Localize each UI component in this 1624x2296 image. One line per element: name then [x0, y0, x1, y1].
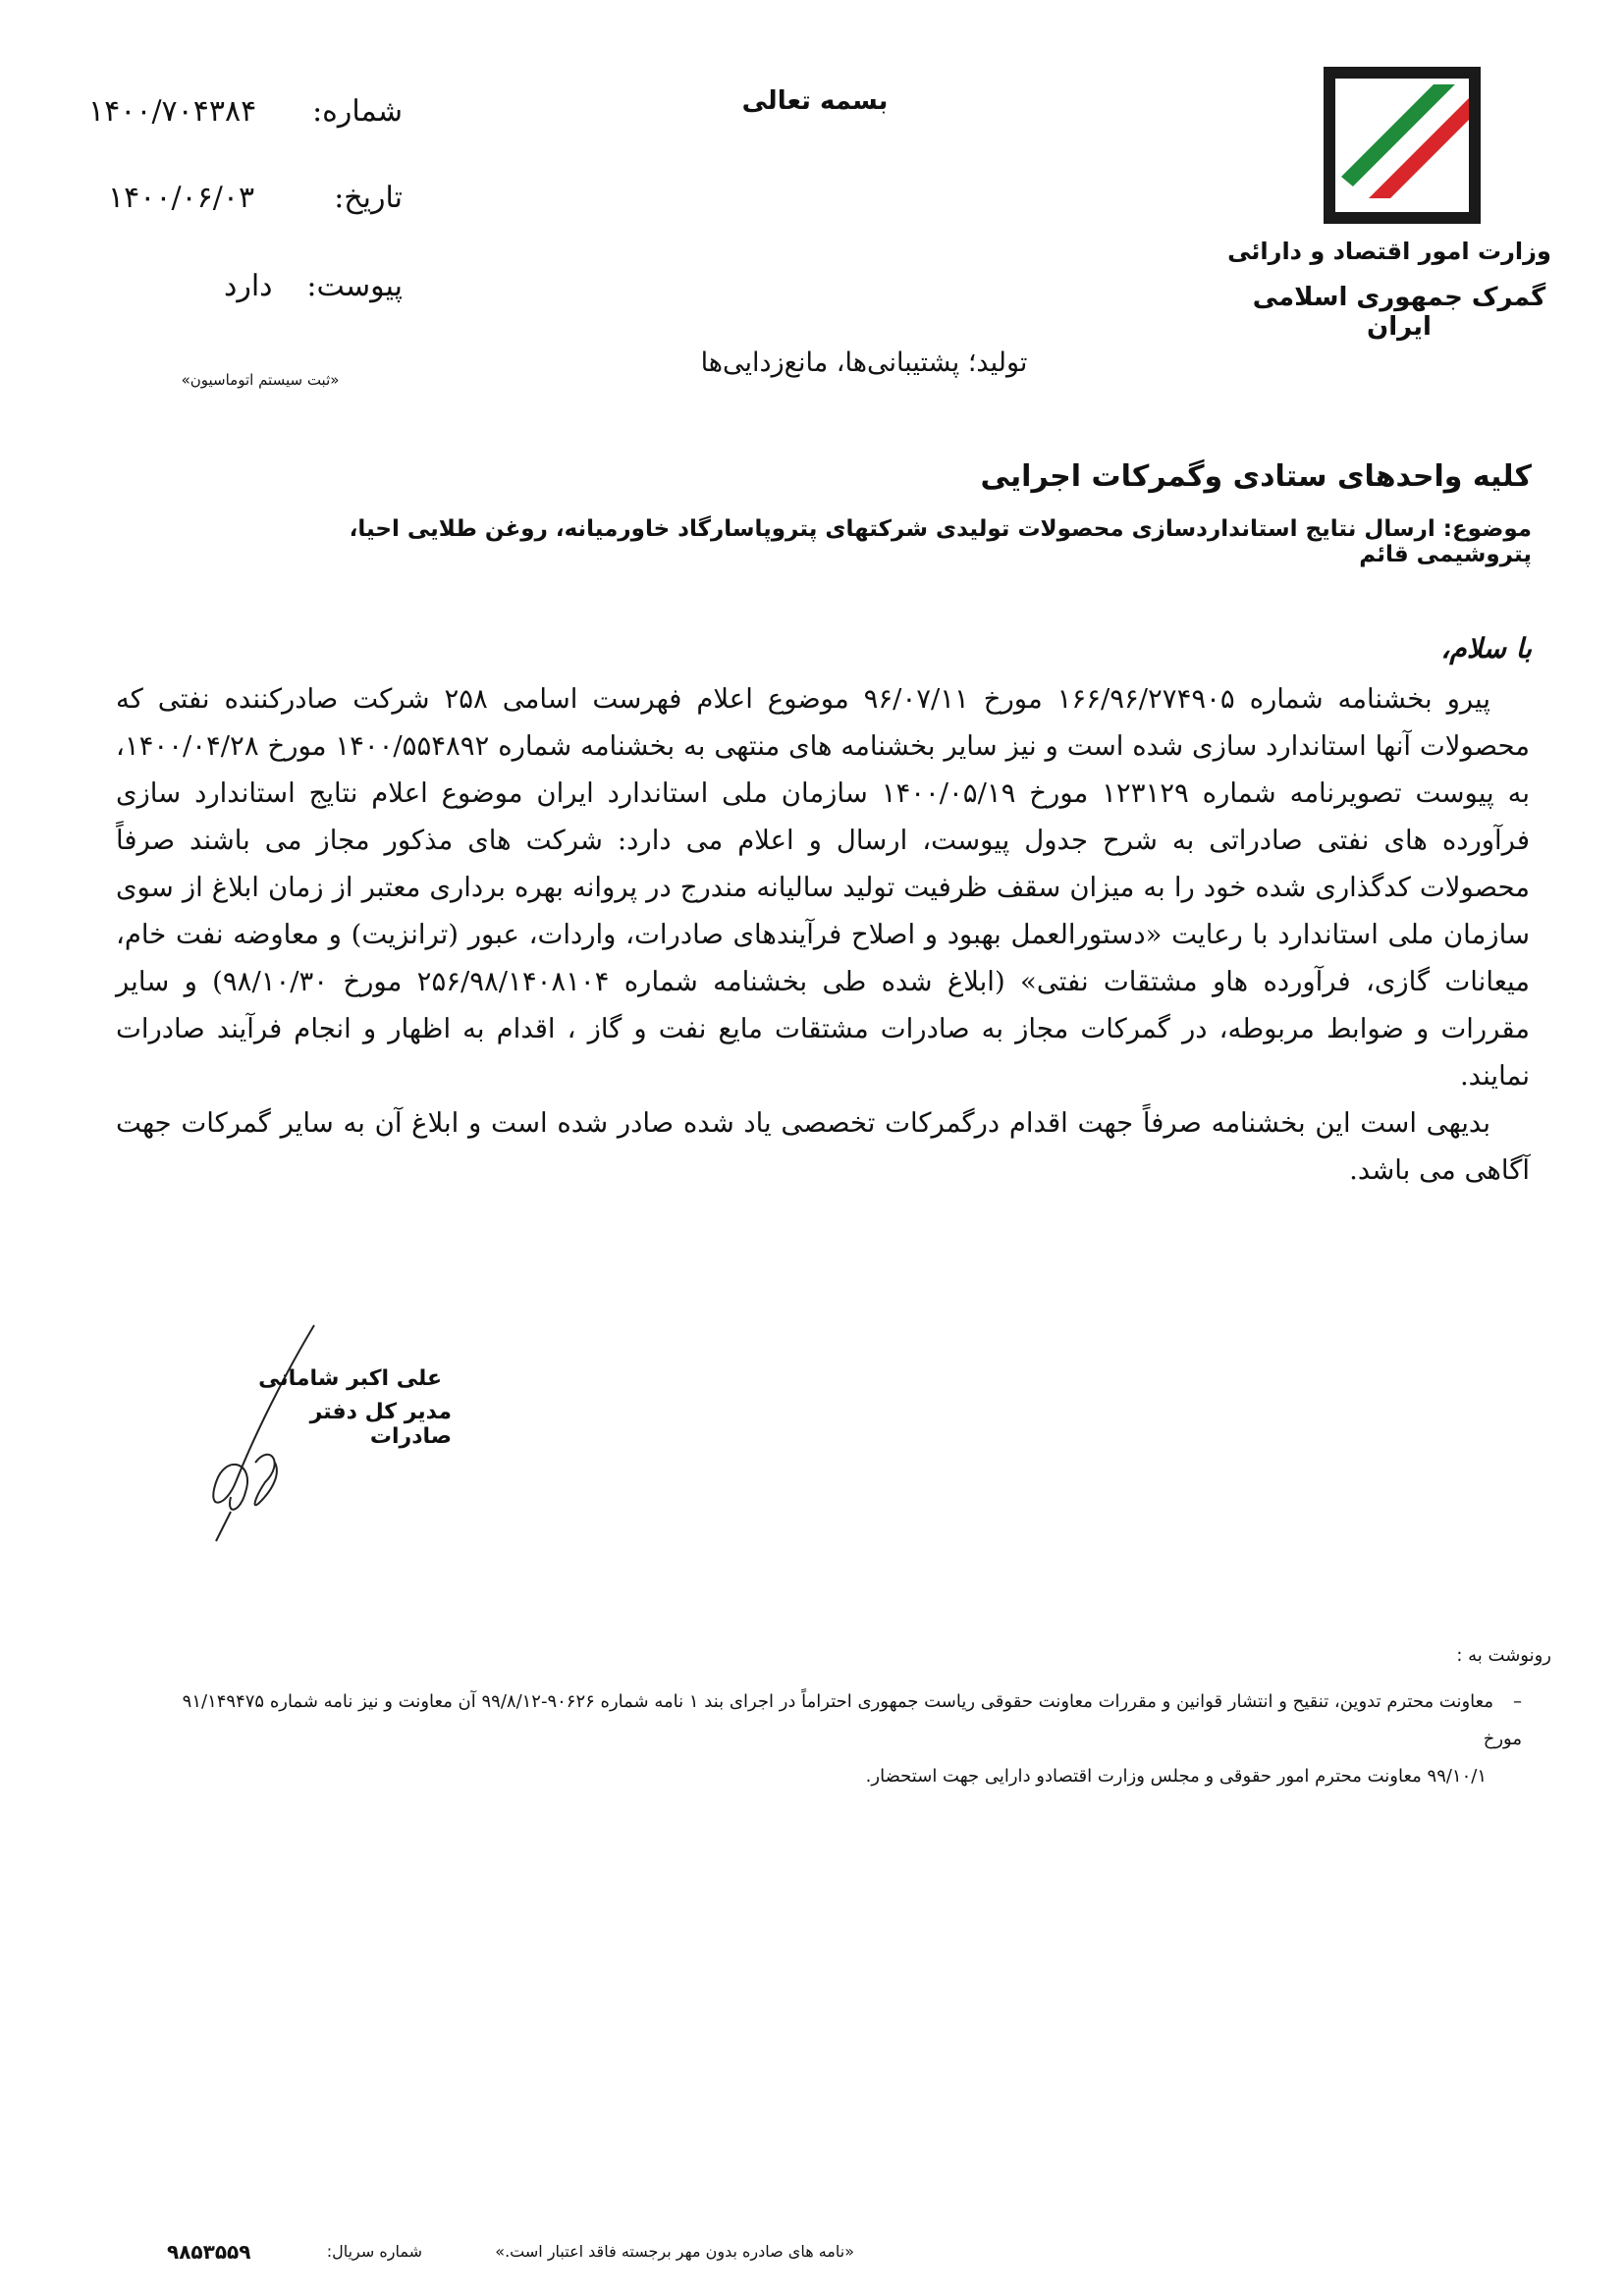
- cc-recipients: [157, 1683, 1551, 1795]
- category-line: تولید؛ پشتیبانی‌ها، مانع‌زدایی‌ها: [700, 347, 1028, 378]
- cc-line-1-text: معاونت محترم تدوین، تنقیح و انتشار قوانین و مقررات معاونت حقوقی ریاست جمهوری احتراماً در اجرای بند ۱ نامه شماره ۹۰۶۲۶-۹۹/۸/۱۲ آن معاونت و نیز نامه شماره ۹۱/۱۴۹۴۷۵ مورخ: [182, 1691, 1522, 1749]
- letter-date-label: تاریخ:: [334, 181, 403, 215]
- attachment-row: [79, 269, 403, 328]
- letter-number-value: ۱۴۰۰/۷۰۴۳۸۴: [88, 94, 257, 129]
- cc-line-1: [157, 1683, 1551, 1758]
- serial-label: شماره سریال:: [326, 2242, 422, 2261]
- signatory-title: مدیر کل دفتر صادرات: [309, 1400, 452, 1449]
- attachment-value: دارد: [224, 269, 273, 303]
- footer-notice: «نامه های صادره بدون مهر برجسته فاقد اعتبار است.»: [495, 2242, 854, 2261]
- signatory-name: علی اکبر شامانی: [258, 1366, 442, 1391]
- registration-note: «ثبت سیستم اتوماسیون»: [181, 371, 340, 389]
- subject-line: موضوع: ارسال نتایج استانداردسازی محصولات تولیدی شرکتهای پتروپاسارگاد خاورمیانه، روغن طلایی احیا، پتروشیمی قائم: [349, 516, 1532, 567]
- customs-logo-icon: [1324, 67, 1481, 224]
- letter-date-value: ۱۴۰۰/۰۶/۰۳: [108, 181, 255, 215]
- ministry-name: وزارت امور اقتصاد و دارائی: [1227, 238, 1551, 265]
- letter-number-label: شماره:: [312, 94, 403, 129]
- letter-date-row: [79, 181, 403, 240]
- cc-dash: –: [1513, 1691, 1522, 1712]
- cc-line-2: ۹۹/۱۰/۱ معاونت محترم امور حقوقی و مجلس وزارت اقتصادو دارایی جهت استحضار.: [865, 1766, 1487, 1787]
- attachment-label: پیوست:: [306, 269, 403, 303]
- letter-number-row: [79, 94, 403, 153]
- body-paragraph-2: بدیهی است این بخشنامه صرفاً جهت اقدام درگمرکات تخصصی یاد شده صادر شده است و ابلاغ آن به سایر گمرکات جهت آگاهی می باشد.: [116, 1107, 1530, 1186]
- letter-body: [116, 675, 1530, 1194]
- recipient-line: کلیه واحدهای ستادی وگمرکات اجرایی: [980, 459, 1532, 494]
- greeting: با سلام،: [1440, 632, 1532, 665]
- bismillah-heading: بسمه تعالی: [741, 86, 889, 116]
- body-paragraph-1: پیرو بخشنامه شماره ۱۶۶/۹۶/۲۷۴۹۰۵ مورخ ۹۶/۰۷/۱۱ موضوع اعلام فهرست اسامی ۲۵۸ شرکت صادرکننده نفتی که محصولات آنها استاندارد سازی شده است و نیز سایر بخشنامه های منتهی به بخشنامه شماره ۱۴۰۰/۵۵۴۸۹۲ مورخ ۱۴۰۰/۰۴/۲۸، به پیوست تصویرنامه شماره ۱۲۳۱۲۹ مورخ ۱۴۰۰/۰۵/۱۹ سازمان ملی استاندارد ایران موضوع اعلام نتایج استاندارد سازی فرآورده های نفتی صادراتی به شرح جدول پیوست، ارسال و اعلام می دارد: شرکت های مذکور مجاز می باشند صرفاً محصولات کدگذاری شده خود را به میزان سقف ظرفیت تولید سالیانه مندرج در پروانه بهره برداری معتبر از زمان ابلاغ از سوی سازمان ملی استاندارد با رعایت «دستورالعمل بهبود و اصلاح فرآیندهای صادرات، واردات، عبور (ترانزیت) و معاوضه نفت خام، میعانات گازی، فرآورده هاو مشتقات نفتی» (ابلاغ شده طی بخشنامه شماره ۲۵۶/۹۸/۱۴۰۸۱۰۴ مورخ ۹۸/۱۰/۳۰) و سایر مقررات و ضوابط مربوطه، در گمرکات مجاز به صادرات مشتقات مایع نفت و گاز ، اقدام به اظهار و انجام فرآیند صادرات نمایند.: [116, 683, 1531, 1092]
- serial-value: ۹۸۵۳۵۵۹: [167, 2240, 251, 2264]
- customs-name: گمرک جمهوری اسلامی ایران: [1252, 283, 1546, 342]
- cc-label: رونوشت به :: [1456, 1645, 1551, 1666]
